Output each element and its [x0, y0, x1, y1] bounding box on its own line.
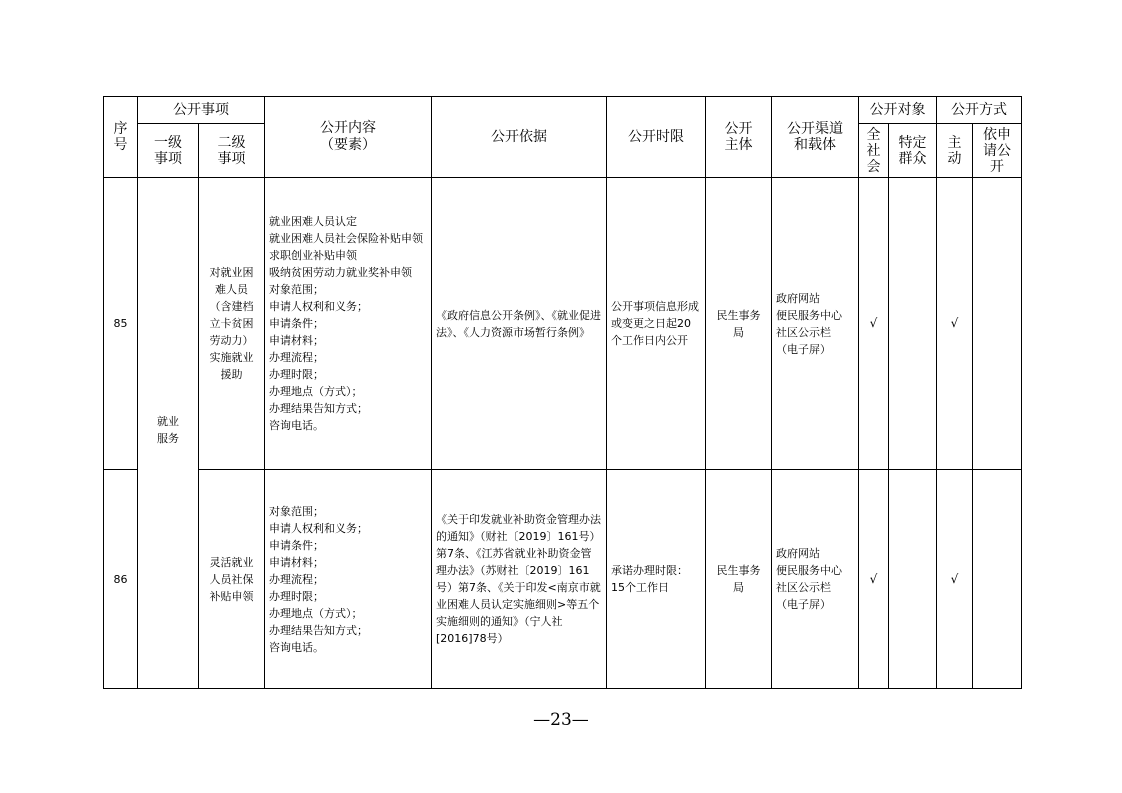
method-active-check: √ — [937, 470, 973, 689]
target-specific-check — [889, 470, 937, 689]
header-row-1 — [104, 97, 1022, 124]
method-active-check: √ — [937, 178, 973, 470]
header-level1: 一级事项 — [138, 124, 199, 178]
header-method-apply: 依申请公开 — [973, 124, 1022, 178]
channel-cell: 政府网站 便民服务中心 社区公示栏 （电子屏） — [772, 470, 859, 689]
target-all-check: √ — [859, 470, 889, 689]
header-target-specific: 特定群众 — [889, 124, 937, 178]
header-method-active: 主动 — [937, 124, 973, 178]
basis-cell: 《政府信息公开条例》、《就业促进法》、《人力资源市场暂行条例》 — [432, 178, 607, 470]
level2-cell: 灵活就业人员社保补贴申领 — [199, 470, 265, 689]
channel-cell: 政府网站 便民服务中心 社区公示栏 （电子屏） — [772, 178, 859, 470]
header-level2: 二级事项 — [199, 124, 265, 178]
header-subject: 公开主体 — [706, 97, 772, 178]
method-apply-check — [973, 470, 1022, 689]
subject-cell: 民生事务局 — [706, 178, 772, 470]
header-target-group: 公开对象 — [859, 97, 937, 124]
row-seq: 85 — [104, 178, 138, 470]
level2-cell: 对就业困难人员（含建档立卡贫困劳动力）实施就业援助 — [199, 178, 265, 470]
table-row — [104, 178, 1022, 470]
header-time-limit: 公开时限 — [607, 97, 706, 178]
page-number: —23— — [533, 710, 589, 730]
header-seq: 序号 — [104, 97, 138, 178]
target-all-check: √ — [859, 178, 889, 470]
header-target-all: 全社会 — [859, 124, 889, 178]
content-cell: 就业困难人员认定 就业困难人员社会保险补贴申领 求职创业补贴申领 吸纳贫困劳动力就业奖补申领 对象范围； 申请人权利和义务； 申请条件； 申请材料； 办理流程； 办理时限； 办理地点（方式）； 办理结果告知方式； 咨询电话。 — [265, 178, 432, 470]
header-method-group: 公开方式 — [937, 97, 1022, 124]
target-specific-check — [889, 178, 937, 470]
time-limit-cell: 承诺办理时限：15个工作日 — [607, 470, 706, 689]
header-item-group: 公开事项 — [138, 97, 265, 124]
subject-cell: 民生事务局 — [706, 470, 772, 689]
header-channel: 公开渠道和载体 — [772, 97, 859, 178]
time-limit-cell: 公开事项信息形成或变更之日起20个工作日内公开 — [607, 178, 706, 470]
row-seq: 86 — [104, 470, 138, 689]
header-content: 公开内容（要素） — [265, 97, 432, 178]
disclosure-table — [103, 96, 1022, 689]
basis-cell: 《关于印发就业补助资金管理办法的通知》（财社〔2019〕161号）第7条、《江苏省就业补助资金管理办法》（苏财社〔2019〕161号）第7条、《关于印发<南京市就业困难人员认定实施细则>等五个实施细则的通知》（宁人社[2016]78号） — [432, 470, 607, 689]
header-basis: 公开依据 — [432, 97, 607, 178]
method-apply-check — [973, 178, 1022, 470]
table-row — [104, 470, 1022, 689]
level1-cell: 就业服务 — [138, 178, 199, 689]
content-cell: 对象范围； 申请人权利和义务； 申请条件； 申请材料； 办理流程； 办理时限； 办理地点（方式）； 办理结果告知方式； 咨询电话。 — [265, 470, 432, 689]
